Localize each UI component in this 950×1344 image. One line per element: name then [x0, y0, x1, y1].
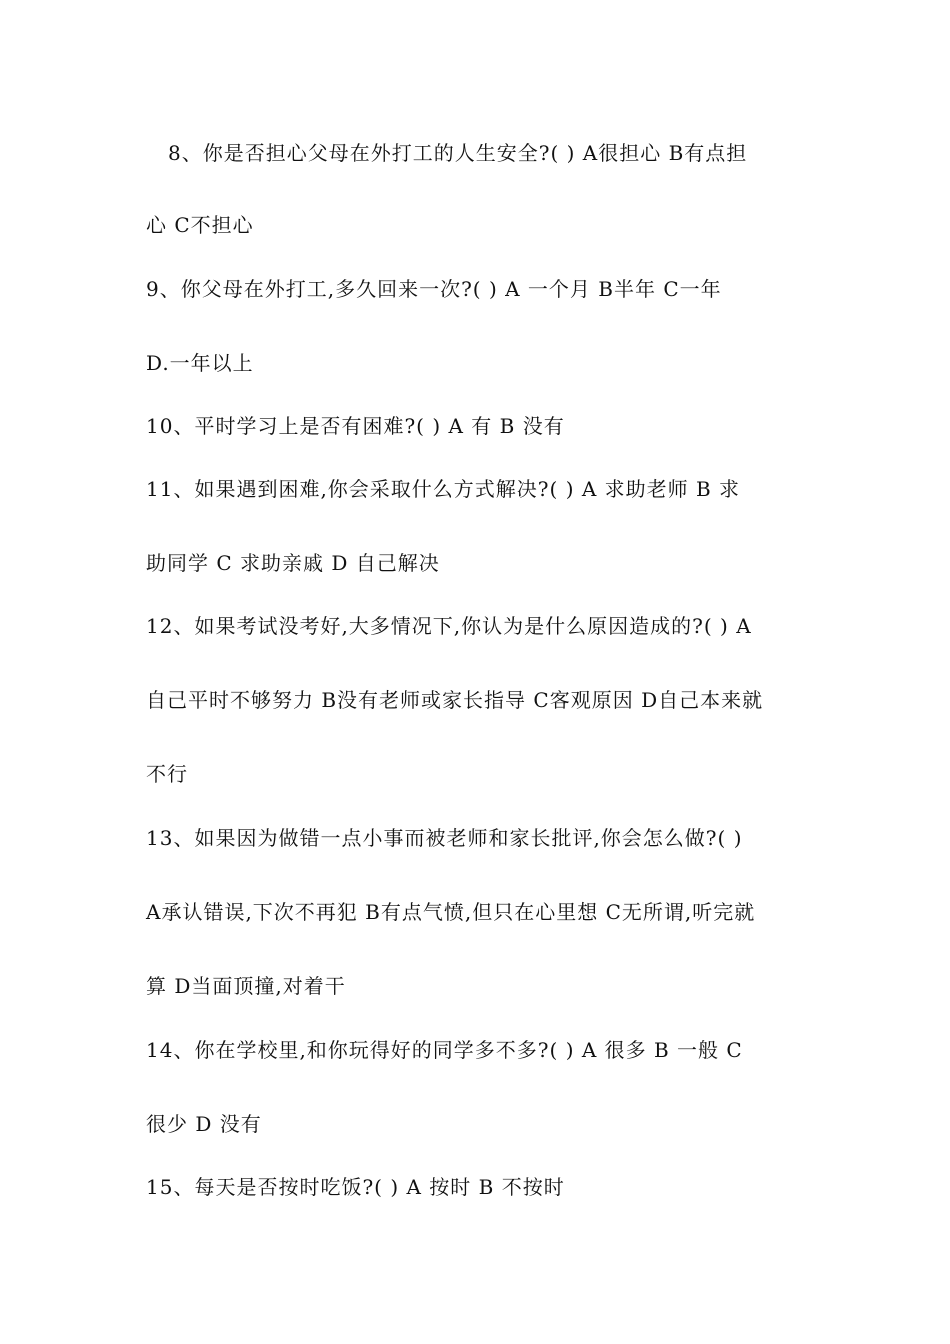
- question-11-line-2: 助同学 C 求助亲戚 D 自己解决: [146, 551, 440, 575]
- question-13-line-3: 算 D当面顶撞,对着干: [146, 974, 346, 998]
- question-15-line-1: 15、每天是否按时吃饭?( ) A 按时 B 不按时: [146, 1175, 565, 1199]
- question-13-line-2: A承认错误,下次不再犯 B有点气愤,但只在心里想 C无所谓,听完就: [146, 900, 756, 924]
- question-9-line-2: D.一年以上: [146, 351, 254, 375]
- question-12-line-1: 12、如果考试没考好,大多情况下,你认为是什么原因造成的?( ) A: [146, 614, 752, 638]
- question-8-line-1: 8、你是否担心父母在外打工的人生安全?( ) A很担心 B有点担: [168, 141, 748, 165]
- question-10-line-1: 10、平时学习上是否有困难?( ) A 有 B 没有: [146, 414, 565, 438]
- question-12-line-2: 自己平时不够努力 B没有老师或家长指导 C客观原因 D自己本来就: [146, 688, 764, 712]
- question-11-line-1: 11、如果遇到困难,你会采取什么方式解决?( ) A 求助老师 B 求: [146, 477, 741, 501]
- question-13-line-1: 13、如果因为做错一点小事而被老师和家长批评,你会怎么做?( ): [146, 826, 743, 850]
- question-14-line-2: 很少 D 没有: [146, 1112, 262, 1136]
- question-9-line-1: 9、你父母在外打工,多久回来一次?( ) A 一个月 B半年 C一年: [146, 277, 722, 301]
- question-14-line-1: 14、你在学校里,和你玩得好的同学多不多?( ) A 很多 B 一般 C: [146, 1038, 743, 1062]
- question-12-line-3: 不行: [146, 762, 188, 786]
- question-8-line-2: 心 C不担心: [146, 213, 254, 237]
